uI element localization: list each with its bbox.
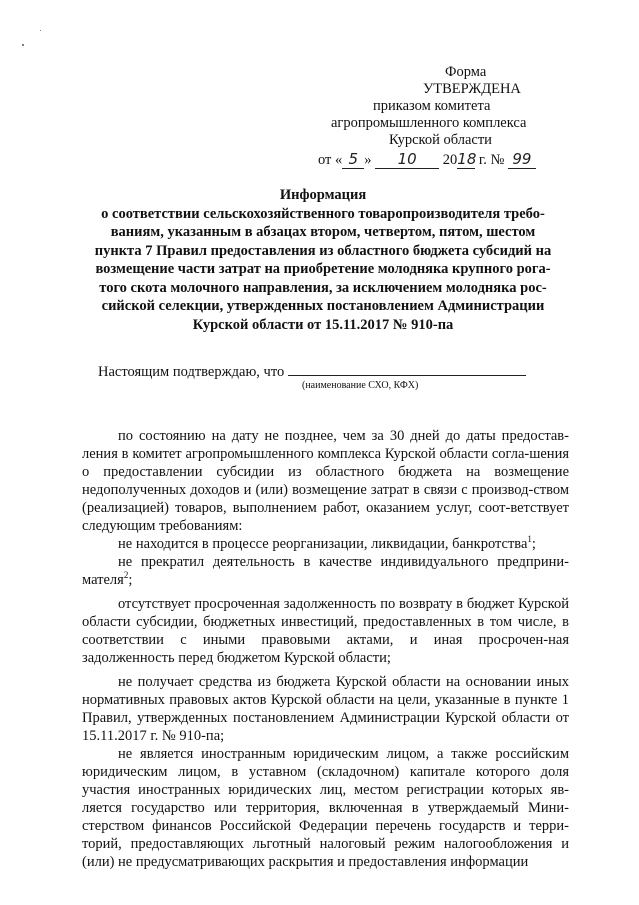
date-year: 18 — [457, 150, 477, 168]
title-heading: Информация — [279, 187, 367, 203]
requirements-body — [82, 427, 569, 871]
region-label: Курской области — [389, 132, 492, 148]
date-prefix: от « — [318, 152, 343, 168]
confirmation-line — [98, 363, 526, 381]
order-number: 99 — [508, 150, 536, 169]
scan-speck — [22, 44, 24, 46]
document-title — [78, 186, 568, 334]
title-line: пункта 7 Правил предоставления из областного бюджета субсидий на — [94, 242, 552, 259]
title-line: о соответствии сельскохозяйственного товаропроизводителя требо- — [101, 205, 545, 222]
date-mid: » — [364, 152, 372, 168]
title-line: ваниям, указанным в абзацах втором, четвертом, пятом, шестом — [110, 224, 536, 240]
order-label: приказом комитета — [373, 98, 491, 114]
scan-speck — [40, 30, 41, 31]
requirement-item: не находится в процессе реорганизации, ликвидации, банкротства$^1$; — [118, 534, 536, 552]
title-line: сийской селекции, утвержденных постановлением Администрации — [101, 298, 545, 314]
date-year-prefix: 20 — [442, 152, 458, 168]
confirmation-text: Настоящим подтверждаю, что — [98, 364, 285, 380]
footnote-ref: 2 — [123, 570, 129, 581]
date-suffix: г. № — [478, 152, 505, 168]
approved-label: УТВЕРЖДЕНА — [423, 81, 521, 97]
requirement-item: не прекратил деятельность в качестве индивидуального предприни-мателя$^2$; — [82, 554, 569, 588]
organization-name-field[interactable] — [288, 363, 526, 376]
committee-label: агропромышленного комплекса — [331, 115, 527, 131]
requirement-item: не получает средства из бюджета Курской области на основании иных нормативных правовых актов Курской области на цели, указанные в пункте 1 Правил, утвержденных постановлением Администрации Курской области от 15.11.2017 г. № 910-па; — [82, 674, 569, 744]
approval-stamp — [327, 64, 567, 149]
date-day: 5 — [342, 150, 364, 169]
title-line: того скота молочного направления, за исключением молодняка рос- — [99, 279, 547, 296]
footnote-ref: 1 — [527, 534, 532, 545]
requirement-item: отсутствует просроченная задолженность по возврату в бюджет Курской области субсидии, бюджетных инвестиций, предоставленных в том числе, в соответствии с иными правовыми актами, и иная просрочен-ная задолженность перед бюджетом Курской области; — [82, 596, 569, 666]
title-line: возмещение части затрат на приобретение молодняка крупного рога- — [95, 261, 551, 277]
requirements-intro: по состоянию на дату не позднее, чем за 30 дней до даты предостав-ления в комитет агропромышленного комплекса Курской области согла-шения о предоставлении субсидии из областного бюджета на возмещение недополученных доходов и (или) возмещение затрат в связи с производ-ством (реализацией) товаров, выполнением работ, оказанием услуг, соот-ветствует следующим требованиям: — [82, 428, 569, 534]
organization-name-caption: (наименование СХО, КФХ) — [302, 380, 419, 391]
date-month: 10 — [375, 150, 439, 169]
title-line: Курской области от 15.11.2017 № 910-па — [192, 316, 454, 333]
form-label: Форма — [445, 64, 487, 80]
requirement-item: не является иностранным юридическим лицом, а также российским юридическим лицом, в уставном (складочном) капитале которого доля участия иностранных юридических лиц, местом регистрации которых яв-ляется государство или территория, включенная в утверждаемый Мини-стерством финансов Российской Федерации перечень государств и терри-торий, предоставляющих льготный налоговый режим налогообложения и (или) не предусматривающих раскрытия и предоставления информации — [82, 746, 569, 870]
approval-date-line — [318, 150, 536, 169]
